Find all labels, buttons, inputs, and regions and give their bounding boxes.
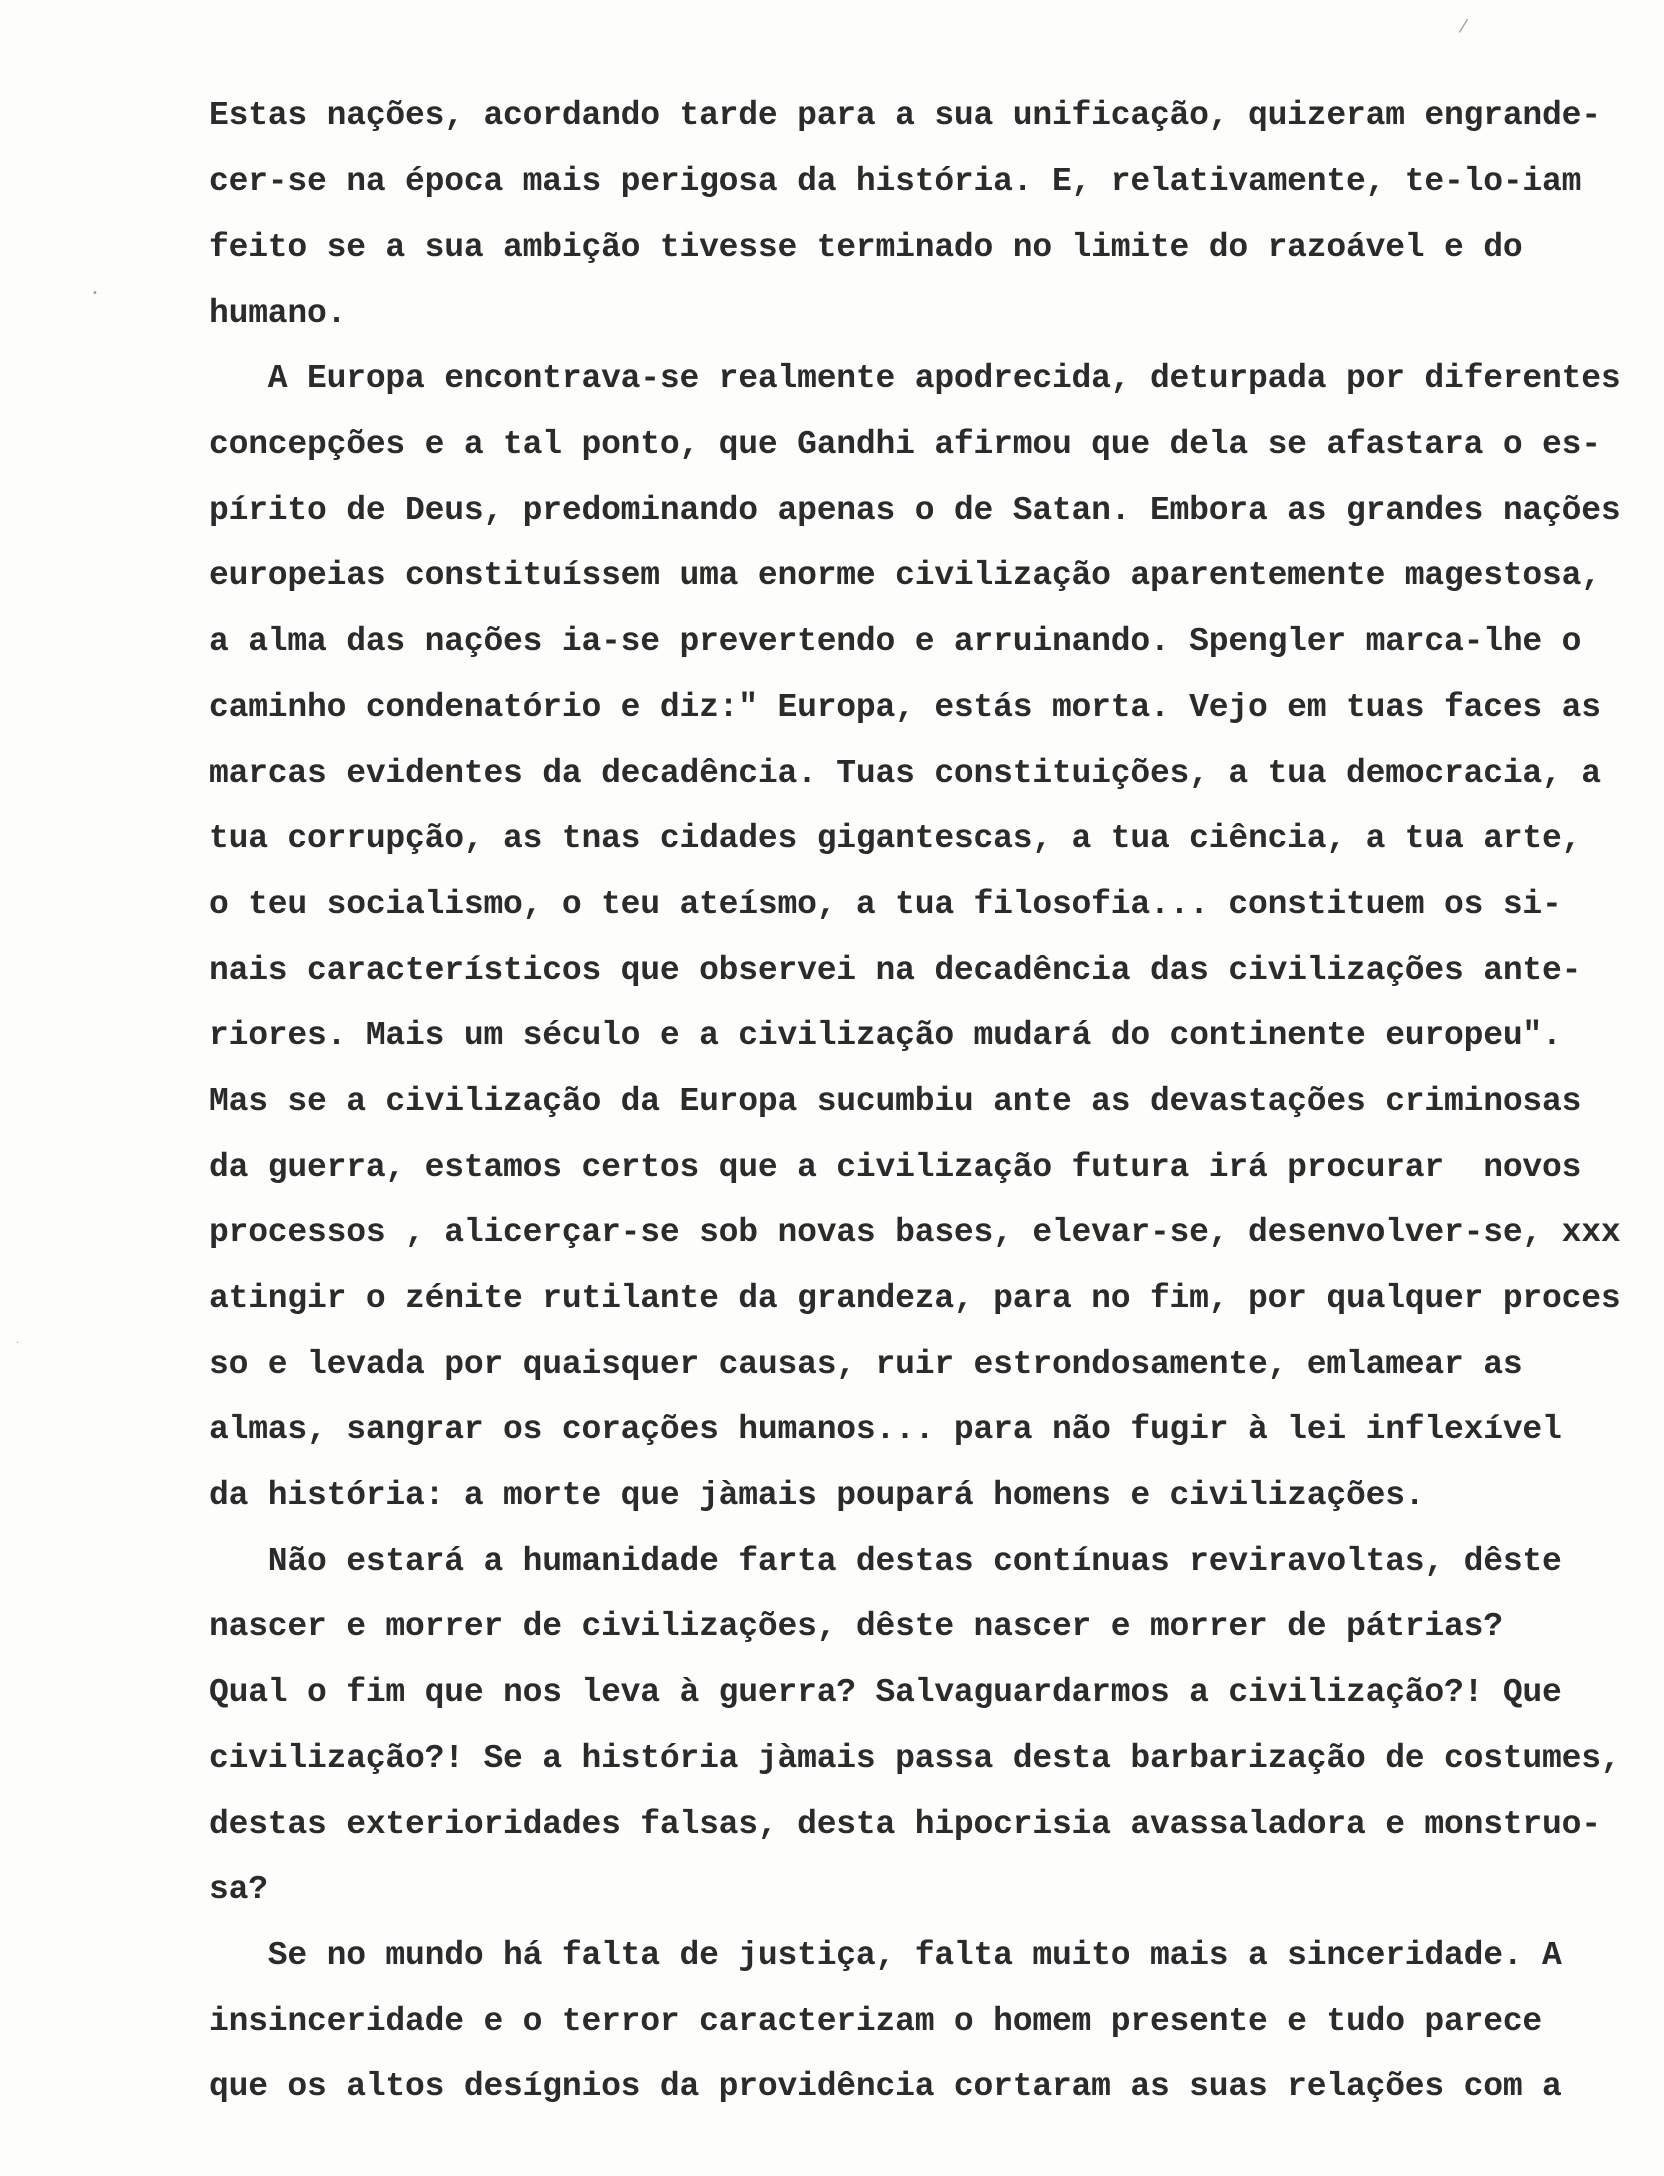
corner-mark: ⁄ [1462, 16, 1466, 37]
text-line: a alma das nações ia-se prevertendo e arruinando. Spengler marca-lhe o [209, 623, 1582, 660]
text-line: A Europa encontrava-se realmente apodrecida, deturpada por diferentes [209, 360, 1621, 397]
text-line: que os altos desígnios da providência cortaram as suas relações com a [209, 2068, 1562, 2105]
text-line: so e levada por quaisquer causas, ruir estrondosamente, emlamear as [209, 1346, 1523, 1383]
text-line: marcas evidentes da decadência. Tuas constituições, a tua democracia, a [209, 755, 1601, 792]
text-line: o teu socialismo, o teu ateísmo, a tua filosofia... constituem os si- [209, 886, 1562, 923]
text-line: cer-se na época mais perigosa da história. E, relativamente, te-lo-iam [209, 163, 1582, 200]
text-line: almas, sangrar os corações humanos... para não fugir à lei inflexível [209, 1411, 1562, 1448]
text-line: Não estará a humanidade farta destas contínuas reviravoltas, dêste [209, 1543, 1562, 1580]
text-line: humano. [209, 295, 347, 332]
text-line: da guerra, estamos certos que a civilização futura irá procurar novos [209, 1149, 1582, 1186]
text-line: Mas se a civilização da Europa sucumbiu ante as devastações criminosas [209, 1083, 1582, 1120]
text-line: pírito de Deus, predominando apenas o de Satan. Embora as grandes nações [209, 492, 1621, 529]
text-line: Se no mundo há falta de justiça, falta muito mais a sinceridade. A [209, 1937, 1562, 1974]
text-line: processos , alicerçar-se sob novas bases, elevar-se, desenvolver-se, xxx [209, 1214, 1621, 1251]
margin-speck: • [92, 288, 98, 299]
text-line: Estas nações, acordando tarde para a sua unificação, quizeram engrande- [209, 97, 1601, 134]
text-line: Qual o fim que nos leva à guerra? Salvaguardarmos a civilização?! Que [209, 1674, 1562, 1711]
margin-speck: · [16, 1338, 20, 1349]
text-line: destas exterioridades falsas, desta hipocrisia avassaladora e monstruo- [209, 1806, 1601, 1843]
text-line: riores. Mais um século e a civilização mudará do continente europeu". [209, 1017, 1562, 1054]
text-line: tua corrupção, as tnas cidades gigantescas, a tua ciência, a tua arte, [209, 820, 1582, 857]
text-line: insinceridade e o terror caracterizam o homem presente e tudo parece [209, 2003, 1543, 2040]
text-line: nais característicos que observei na decadência das civilizações ante- [209, 952, 1582, 989]
text-line: sa? [209, 1871, 268, 1908]
text-line: nascer e morrer de civilizações, dêste nascer e morrer de pátrias? [209, 1608, 1503, 1645]
text-line: europeias constituíssem uma enorme civilização aparentemente magestosa, [209, 557, 1601, 594]
text-line: atingir o zénite rutilante da grandeza, para no fim, por qualquer proces [209, 1280, 1621, 1317]
text-line: da história: a morte que jàmais poupará homens e civilizações. [209, 1477, 1425, 1514]
text-line: feito se a sua ambição tivesse terminado no limite do razoável e do [209, 229, 1523, 266]
text-line: caminho condenatório e diz:" Europa, estás morta. Vejo em tuas faces as [209, 689, 1601, 726]
text-line: concepções e a tal ponto, que Gandhi afirmou que dela se afastara o es- [209, 426, 1601, 463]
text-line: civilização?! Se a história jàmais passa desta barbarização de costumes, [209, 1740, 1621, 1777]
